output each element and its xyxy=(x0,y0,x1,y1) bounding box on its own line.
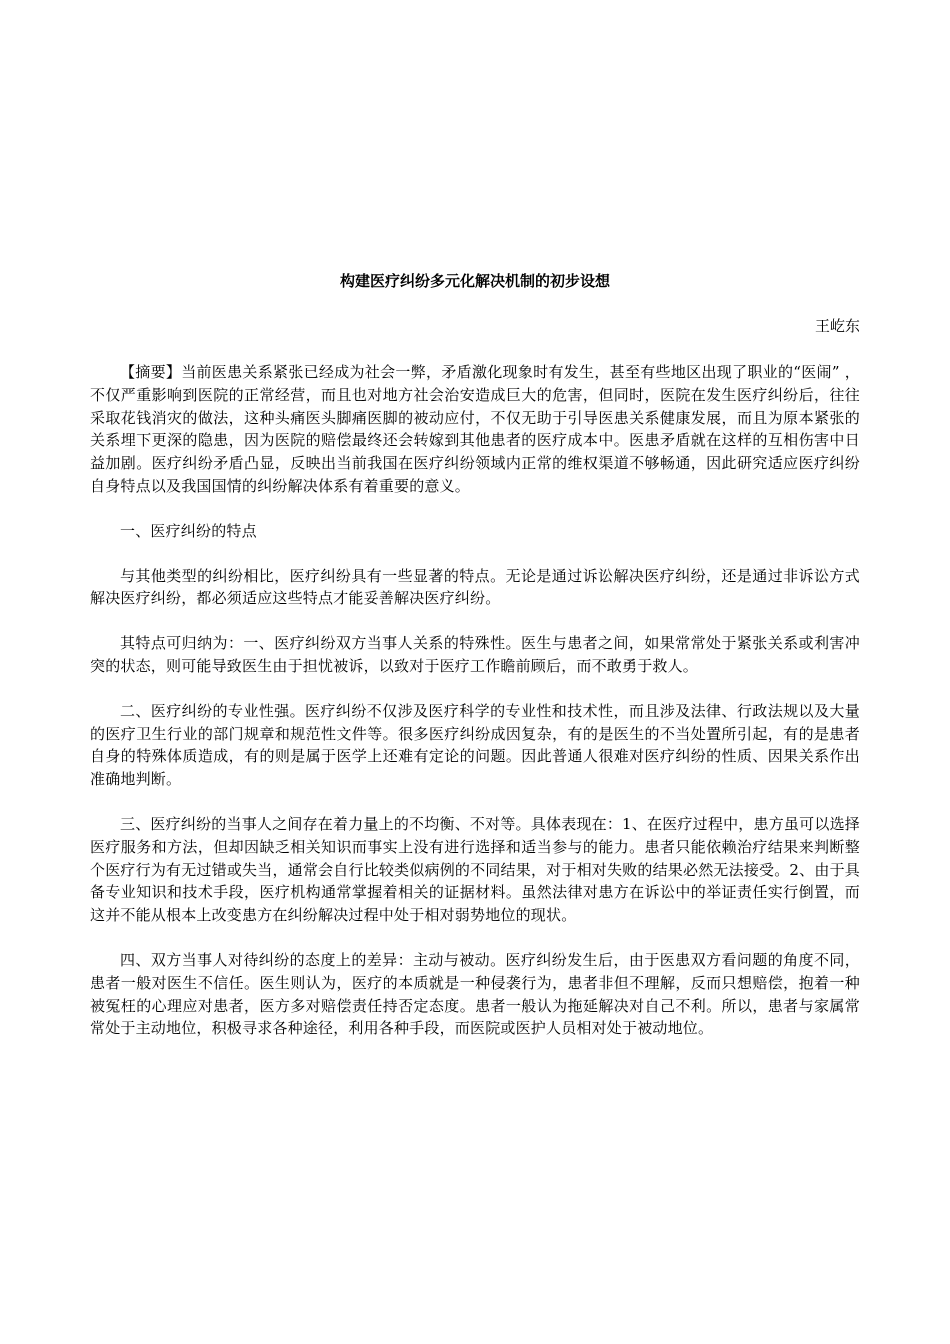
body-paragraph: 三、医疗纠纷的当事人之间存在着力量上的不均衡、不对等。具体表现在：1、在医疗过程中，患方虽可以选择医疗服务和方法，但却因缺乏相关知识而事实上没有进行选择和适当参与的能力。患者只能依赖治疗结果来判断整个医疗行为有无过错或失当，通常会自行比较类似病例的不同结果，对于相对失败的结果必然无法接受。2、由于具备专业知识和技术手段，医疗机构通常掌握着相关的证据材料。虽然法律对患方在诉讼中的举证责任实行倒置，而这并不能从根本上改变患方在纠纷解决过程中处于相对弱势地位的现状。 xyxy=(90,814,860,925)
body-paragraph: 与其他类型的纠纷相比，医疗纠纷具有一些显著的特点。无论是通过诉讼解决医疗纠纷，还是通过非诉讼方式解决医疗纠纷，都必须适应这些特点才能妥善解决医疗纠纷。 xyxy=(90,566,860,608)
abstract-paragraph: 【摘要】当前医患关系紧张已经成为社会一弊，矛盾激化现象时有发生，甚至有些地区出现了职业的“医闹” ，不仅严重影响到医院的正常经营，而且也对地方社会治安造成巨大的危害，但同时，医院在发生医疗纠纷后，往往采取花钱消灾的做法，这种头痛医头脚痛医脚的被动应付，不仅无助于引导医患关系健康发展，而且为原本紧张的关系埋下更深的隐患，因为医院的赔偿最终还会转嫁到其他患者的医疗成本中。医患矛盾就在这样的互相伤害中日益加剧。医疗纠纷矛盾凸显，反映出当前我国在医疗纠纷领域内正常的维权渠道不够畅通，因此研究适应医疗纠纷自身特点以及我国国情的纠纷解决体系有着重要的意义。 xyxy=(90,363,860,495)
body-paragraph: 二、医疗纠纷的专业性强。医疗纠纷不仅涉及医疗科学的专业性和技术性，而且涉及法律、行政法规以及大量的医疗卫生行业的部门规章和规范性文件等。很多医疗纠纷成因复杂，有的是医生的不当处置所引起，有的是患者自身的特殊体质造成，有的则是属于医学上还难有定论的问题。因此普通人很难对医疗纠纷的性质、因果关系作出准确地判断。 xyxy=(90,701,860,789)
body-paragraph: 其特点可归纳为：一、医疗纠纷双方当事人关系的特殊性。医生与患者之间，如果常常处于紧张关系或利害冲突的状态，则可能导致医生由于担忧被诉，以致对于医疗工作瞻前顾后，而不敢勇于救人。 xyxy=(90,634,860,675)
document-body xyxy=(90,361,860,1062)
document-author: 王屹东 xyxy=(814,317,860,335)
body-paragraph: 四、双方当事人对待纠纷的态度上的差异：主动与被动。医疗纠纷发生后，由于医患双方看问题的角度不同，患者一般对医生不信任。医生则认为，医疗的本质就是一种侵袭行为，患者非但不理解，反而只想赔偿，抱着一种被冤枉的心理应对患者，医方多对赔偿责任持否定态度。患者一般认为拖延解决对自己不利。所以，患者与家属常常处于主动地位，积极寻求各种途径，利用各种手段，而医院或医护人员相对处于被动地位。 xyxy=(90,950,860,1038)
section-heading: 一、医疗纠纷的特点 xyxy=(120,521,257,540)
document-title: 构建医疗纠纷多元化解决机制的初步设想 xyxy=(339,272,610,290)
